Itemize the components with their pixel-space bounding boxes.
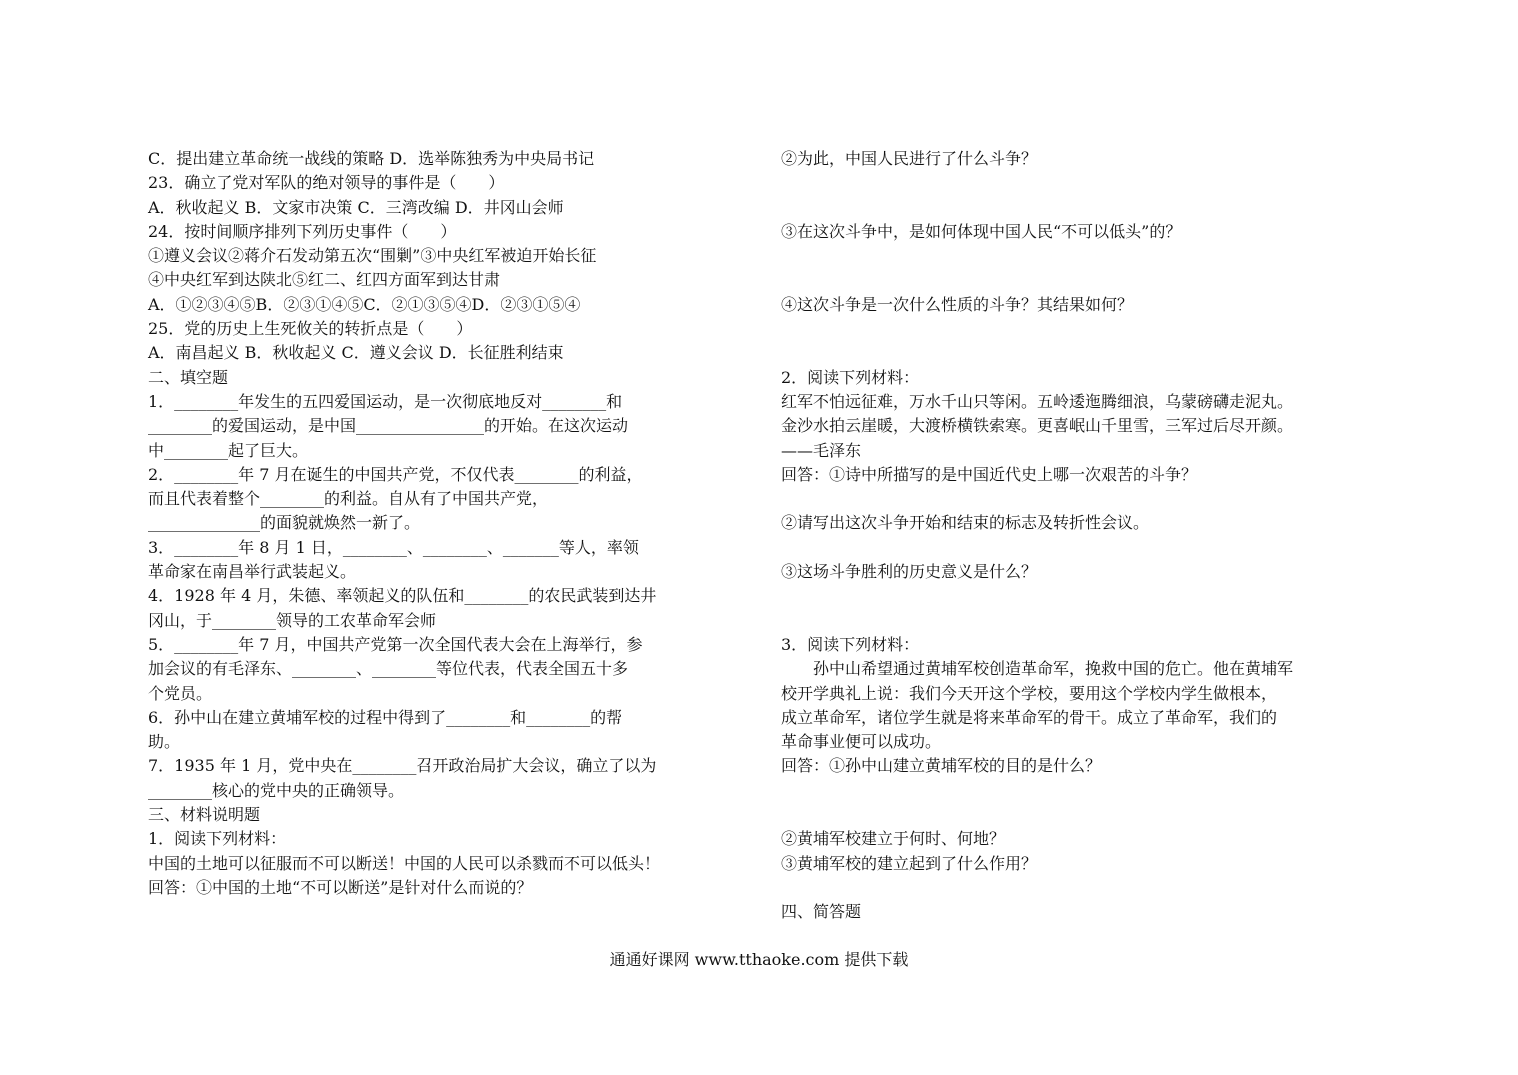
footer-credit: 通通好课网 www.tthaoke.com 提供下载 [609, 950, 909, 969]
text-line: ④这次斗争是一次什么性质的斗争？其结果如何？ [781, 294, 1134, 314]
question-25: 25．党的历史上生死攸关的转折点是（ ） [148, 319, 473, 339]
text-line: 加会议的有毛泽东、________、________等位代表，代表全国五十多 [148, 659, 629, 679]
text-line: ③在这次斗争中，是如何体现中国人民“不可以低头”的？ [781, 221, 1182, 241]
text-line: A．南昌起义 B．秋收起义 C．遵义会议 D．长征胜利结束 [148, 343, 564, 363]
text-line: ________核心的党中央的正确领导。 [148, 780, 405, 800]
text-line: 7．1935 年 1 月，党中央在________召开政治局扩大会议，确立了以为 [148, 756, 657, 776]
text-line: ④中央红军到达陕北⑤红二、红四方面军到达甘肃 [148, 270, 501, 290]
text-line: 5．________年 7 月，中国共产党第一次全国代表大会在上海举行，参 [148, 634, 643, 654]
text-line: 革命事业便可以成功。 [781, 732, 942, 752]
section-heading-material: 三、材料说明题 [148, 805, 261, 825]
question-23: 23．确立了党对军队的绝对领导的事件是（ ） [148, 173, 505, 193]
text-line: 回答：①诗中所描写的是中国近代史上哪一次艰苦的斗争？ [781, 464, 1198, 484]
section-heading-short-answer: 四、简答题 [781, 902, 862, 922]
right-column [781, 147, 1381, 925]
question-24: 24．按时间顺序排列下列历史事件（ ） [148, 221, 457, 241]
text-line: 中国的土地可以征服而不可以断送！中国的人民可以杀戮而不可以低头！ [148, 853, 661, 873]
text-line: ③黄埔军校的建立起到了什么作用？ [781, 853, 1038, 873]
text-line: C．提出建立革命统一战线的策略 D．选举陈独秀为中央局书记 [148, 149, 595, 168]
text-line: 回答：①中国的土地“不可以断送”是针对什么而说的？ [148, 877, 533, 897]
poem-author: ——毛泽东 [781, 440, 862, 460]
text-line: ______________的面貌就焕然一新了。 [148, 513, 421, 533]
left-column [148, 147, 740, 900]
text-line: 1．________年发生的五四爱国运动，是一次彻底地反对________和 [148, 391, 623, 411]
text-line: 2．阅读下列材料： [781, 367, 920, 387]
poem-line: 红军不怕远征难，万水千山只等闲。五岭逶迤腾细浪，乌蒙磅礴走泥丸。 [781, 391, 1294, 411]
text-line: 孙中山希望通过黄埔军校创造革命军，挽救中国的危亡。他在黄埔军 [813, 659, 1294, 679]
text-line: 中________起了巨大。 [148, 440, 309, 460]
text-line: 3．阅读下列材料： [781, 634, 920, 654]
text-line: 冈山，于________领导的工农革命军会师 [148, 610, 437, 630]
text-line: ________的爱国运动，是中国________________的开始。在这次运动 [148, 416, 629, 436]
text-line: 个党员。 [148, 683, 213, 703]
text-line: ②黄埔军校建立于何时、何地？ [781, 829, 1006, 849]
poem-line: 金沙水拍云崖暖，大渡桥横铁索寒。更喜岷山千里雪，三军过后尽开颜。 [781, 416, 1294, 436]
text-line: 4．1928 年 4 月，朱德、率领起义的队伍和________的农民武装到达井 [148, 586, 657, 606]
text-line: 回答：①孙中山建立黄埔军校的目的是什么？ [781, 756, 1102, 776]
text-line: 2．________年 7 月在诞生的中国共产党，不仅代表________的利益， [148, 464, 643, 484]
text-line: 1．阅读下列材料： [148, 829, 287, 849]
section-heading-fill-blank: 二、填空题 [148, 367, 229, 387]
text-line: 6．孙中山在建立黄埔军校的过程中得到了________和________的帮 [148, 707, 623, 727]
text-line: ②请写出这次斗争开始和结束的标志及转折性会议。 [781, 513, 1150, 533]
text-line: 3．________年 8 月 1 日，________、________、_______等人，率领 [148, 537, 639, 557]
text-line: 而且代表着整个________的利益。自从有了中国共产党， [148, 489, 549, 509]
text-line: ③这场斗争胜利的历史意义是什么？ [781, 562, 1038, 582]
text-line: A．①②③④⑤B．②③①④⑤C．②①③⑤④D．②③①⑤④ [148, 294, 581, 314]
text-line: A．秋收起义 B．文家市决策 C．三湾改编 D．井冈山会师 [148, 197, 564, 217]
text-line: 成立革命军，诸位学生就是将来革命军的骨干。成立了革命军，我们的 [781, 707, 1278, 727]
text-line: ②为此，中国人民进行了什么斗争？ [781, 149, 1038, 168]
text-line: 校开学典礼上说：我们今天开这个学校，要用这个学校内学生做根本， [781, 683, 1278, 703]
text-line: 助。 [148, 732, 181, 752]
text-line: ①遵义会议②蒋介石发动第五次“围剿”③中央红军被迫开始长征 [148, 246, 597, 266]
text-line: 革命家在南昌举行武装起义。 [148, 562, 357, 582]
